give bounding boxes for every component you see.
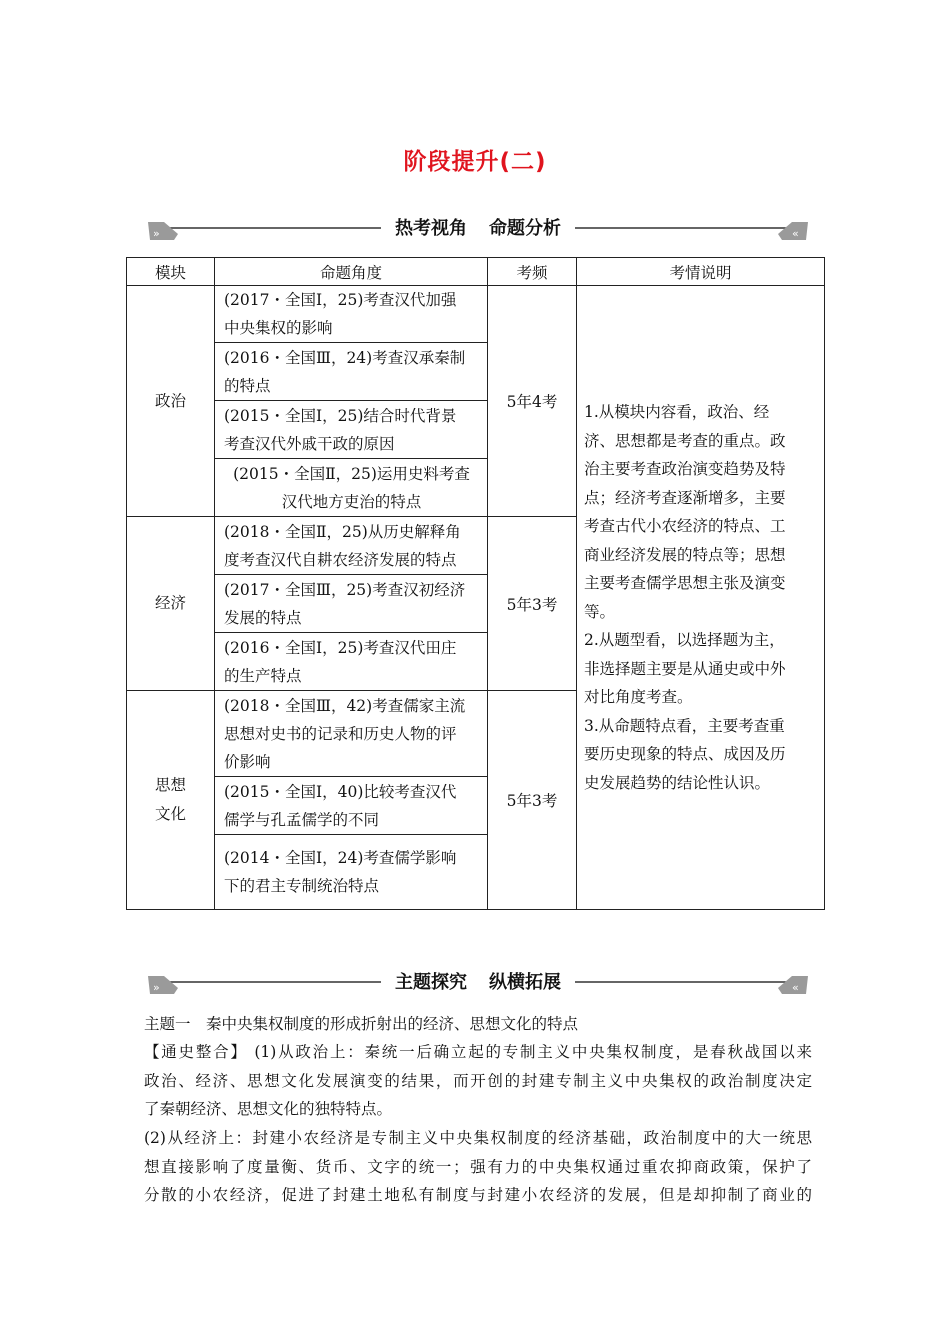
section-banner-theme-exploration bbox=[144, 968, 812, 1002]
section-banner-hot-topics bbox=[144, 214, 812, 248]
angle-cell: (2018・全国Ⅱ，25)从历史解释角 度考查汉代自耕农经济发展的特点 bbox=[215, 517, 488, 575]
table-header-row bbox=[127, 258, 825, 286]
angle-cell: (2016・全国Ⅰ，25)考查汉代田庄 的生产特点 bbox=[215, 633, 488, 691]
paragraph-line: 分散的小农经济，促进了封建土地私有制度与封建小农经济的发展，但是却抑制了商业的 bbox=[144, 1186, 812, 1204]
banner-title-right: 纵横拓展 bbox=[489, 972, 561, 993]
angle-cell: (2018・全国Ⅲ，42)考查儒家主流 思想对史书的记录和历史人物的评 价影响 bbox=[215, 691, 488, 777]
table-row bbox=[127, 286, 825, 343]
angle-cell: (2016・全国Ⅲ，24)考查汉承秦制 的特点 bbox=[215, 343, 488, 401]
module-cell-politics: 政治 bbox=[127, 286, 215, 517]
notes-cell: 1.从模块内容看，政治、经 济、思想都是考查的重点。政 治主要考查政治演变趋势及特 点；经济考查逐渐增多，主要 考查古代小农经济的特点、工 商业经济发展的特点等；思想 主要考查儒学思想主张及演变 等。 2.从题型看，以选择题为主， 非选择题主要是从通史或中外 对比角度考查。 3.从命题特点看，主要考查重 要历史现象的特点、成因及历 史发展趋势的结论性认识。 bbox=[577, 286, 825, 910]
banner-title-right: 命题分析 bbox=[489, 218, 561, 239]
page-title: 阶段提升(二) bbox=[403, 149, 547, 175]
banner-title-left: 热考视角 bbox=[395, 218, 467, 239]
frequency-cell: 5年4考 bbox=[488, 286, 577, 517]
paragraph-line: 政治、经济、思想文化发展演变的结果，而开创的封建专制主义中央集权的政治制度决定 bbox=[144, 1072, 812, 1090]
angle-cell: (2015・全国Ⅱ，25)运用史料考查 汉代地方吏治的特点 bbox=[215, 459, 488, 517]
theme-heading: 主题一 秦中央集权制度的形成折射出的经济、思想文化的特点 bbox=[144, 1015, 579, 1033]
header-frequency: 考频 bbox=[488, 258, 577, 286]
svg-text:»: » bbox=[153, 981, 160, 994]
angle-cell: (2015・全国Ⅰ，25)结合时代背景 考查汉代外戚干政的原因 bbox=[215, 401, 488, 459]
frequency-cell: 5年3考 bbox=[488, 517, 577, 691]
paragraph-line: 想直接影响了度量衡、货币、文字的统一；强有力的中央集权通过重农抑商政策，保护了 bbox=[144, 1158, 812, 1176]
angle-cell: (2015・全国Ⅰ，40)比较考查汉代 儒学与孔孟儒学的不同 bbox=[215, 777, 488, 835]
frequency-cell: 5年3考 bbox=[488, 691, 577, 910]
exam-analysis-table bbox=[126, 257, 825, 910]
module-cell-culture: 思想文化 bbox=[127, 691, 215, 910]
header-angle: 命题角度 bbox=[215, 258, 488, 286]
header-notes: 考情说明 bbox=[577, 258, 825, 286]
module-cell-economy: 经济 bbox=[127, 517, 215, 691]
svg-text:«: « bbox=[792, 981, 799, 994]
svg-text:«: « bbox=[792, 227, 799, 240]
angle-cell: (2014・全国Ⅰ，24)考查儒学影响 下的君主专制统治特点 bbox=[215, 835, 488, 910]
angle-cell: (2017・全国Ⅲ，25)考查汉初经济 发展的特点 bbox=[215, 575, 488, 633]
paragraph-line: 了秦朝经济、思想文化的独特特点。 bbox=[144, 1100, 393, 1118]
svg-text:»: » bbox=[153, 227, 160, 240]
paragraph-line: (2)从经济上：封建小农经济是专制主义中央集权制度的经济基础，政治制度中的大一统思 bbox=[144, 1129, 812, 1147]
header-module: 模块 bbox=[127, 258, 215, 286]
banner-title-left: 主题探究 bbox=[395, 972, 467, 993]
angle-cell: (2017・全国Ⅰ，25)考查汉代加强 中央集权的影响 bbox=[215, 286, 488, 343]
paragraph-line: 【通史整合】 (1)从政治上：秦统一后确立起的专制主义中央集权制度，是春秋战国以来 bbox=[144, 1043, 812, 1061]
